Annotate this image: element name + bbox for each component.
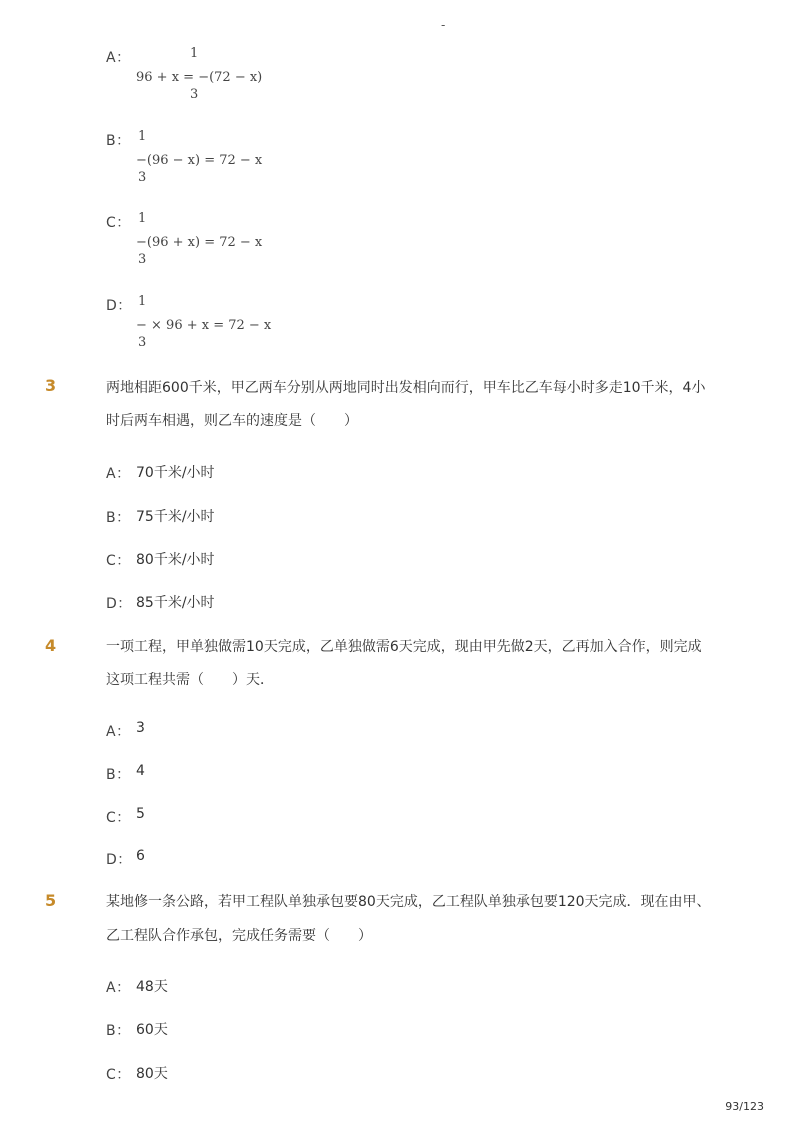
option-label: D：	[106, 298, 132, 314]
option-text: 5	[136, 806, 145, 822]
fraction-denominator: 3	[190, 87, 199, 102]
option-text: 75千米/小时	[136, 509, 215, 525]
fraction-denominator: 3	[138, 252, 147, 267]
fraction-numerator: 1	[190, 46, 199, 61]
option-label: D：	[106, 852, 132, 868]
option-label: A：	[106, 50, 131, 66]
question-number: 5	[45, 891, 57, 910]
question-text-line: 乙工程队合作承包，完成任务需要（ ）	[106, 928, 372, 944]
top-mark: -	[441, 18, 446, 32]
option-text: 80千米/小时	[136, 552, 215, 568]
option-label: A：	[106, 724, 131, 740]
fraction-numerator: 1	[138, 129, 147, 144]
option-label: B：	[106, 1023, 131, 1039]
fraction-denominator: 3	[138, 170, 147, 185]
option-label: D：	[106, 596, 132, 612]
option-label: C：	[106, 1067, 131, 1083]
question-text-line: 某地修一条公路，若甲工程队单独承包要80天完成，乙工程队单独承包要120天完成．现在由甲、	[106, 894, 711, 910]
option-text: 80天	[136, 1066, 168, 1082]
fraction-numerator: 1	[138, 211, 147, 226]
option-label: A：	[106, 980, 131, 996]
question-number: 3	[45, 376, 57, 395]
option-text: 70千米/小时	[136, 465, 215, 481]
question-number: 4	[45, 636, 57, 655]
option-text: 3	[136, 720, 145, 736]
option-label: C：	[106, 215, 131, 231]
equation: −(96 − x) = 72 − x	[136, 153, 263, 168]
option-label: C：	[106, 810, 131, 826]
page-number: 93/123	[725, 1100, 764, 1113]
question-text-line: 两地相距600千米，甲乙两车分别从两地同时出发相向而行，甲车比乙车每小时多走10千米，4小	[106, 380, 706, 396]
option-label: B：	[106, 510, 131, 526]
question-text-line: 一项工程，甲单独做需10天完成，乙单独做需6天完成，现由甲先做2天，乙再加入合作，则完成	[106, 639, 702, 655]
question-text-line: 这项工程共需（ ）天．	[106, 672, 274, 688]
option-label: A：	[106, 466, 131, 482]
equation: −(96 + x) = 72 − x	[136, 235, 263, 250]
option-label: C：	[106, 553, 131, 569]
option-text: 4	[136, 763, 145, 779]
option-text: 6	[136, 848, 145, 864]
equation: 96 + x = −(72 − x)	[136, 70, 263, 85]
option-text: 48天	[136, 979, 168, 995]
option-label: B：	[106, 133, 131, 149]
option-text: 85千米/小时	[136, 595, 215, 611]
question-text-line: 时后两车相遇，则乙车的速度是（ ）	[106, 413, 358, 429]
fraction-denominator: 3	[138, 335, 147, 350]
option-label: B：	[106, 767, 131, 783]
option-text: 60天	[136, 1022, 168, 1038]
equation: − × 96 + x = 72 − x	[136, 318, 272, 333]
fraction-numerator: 1	[138, 294, 147, 309]
